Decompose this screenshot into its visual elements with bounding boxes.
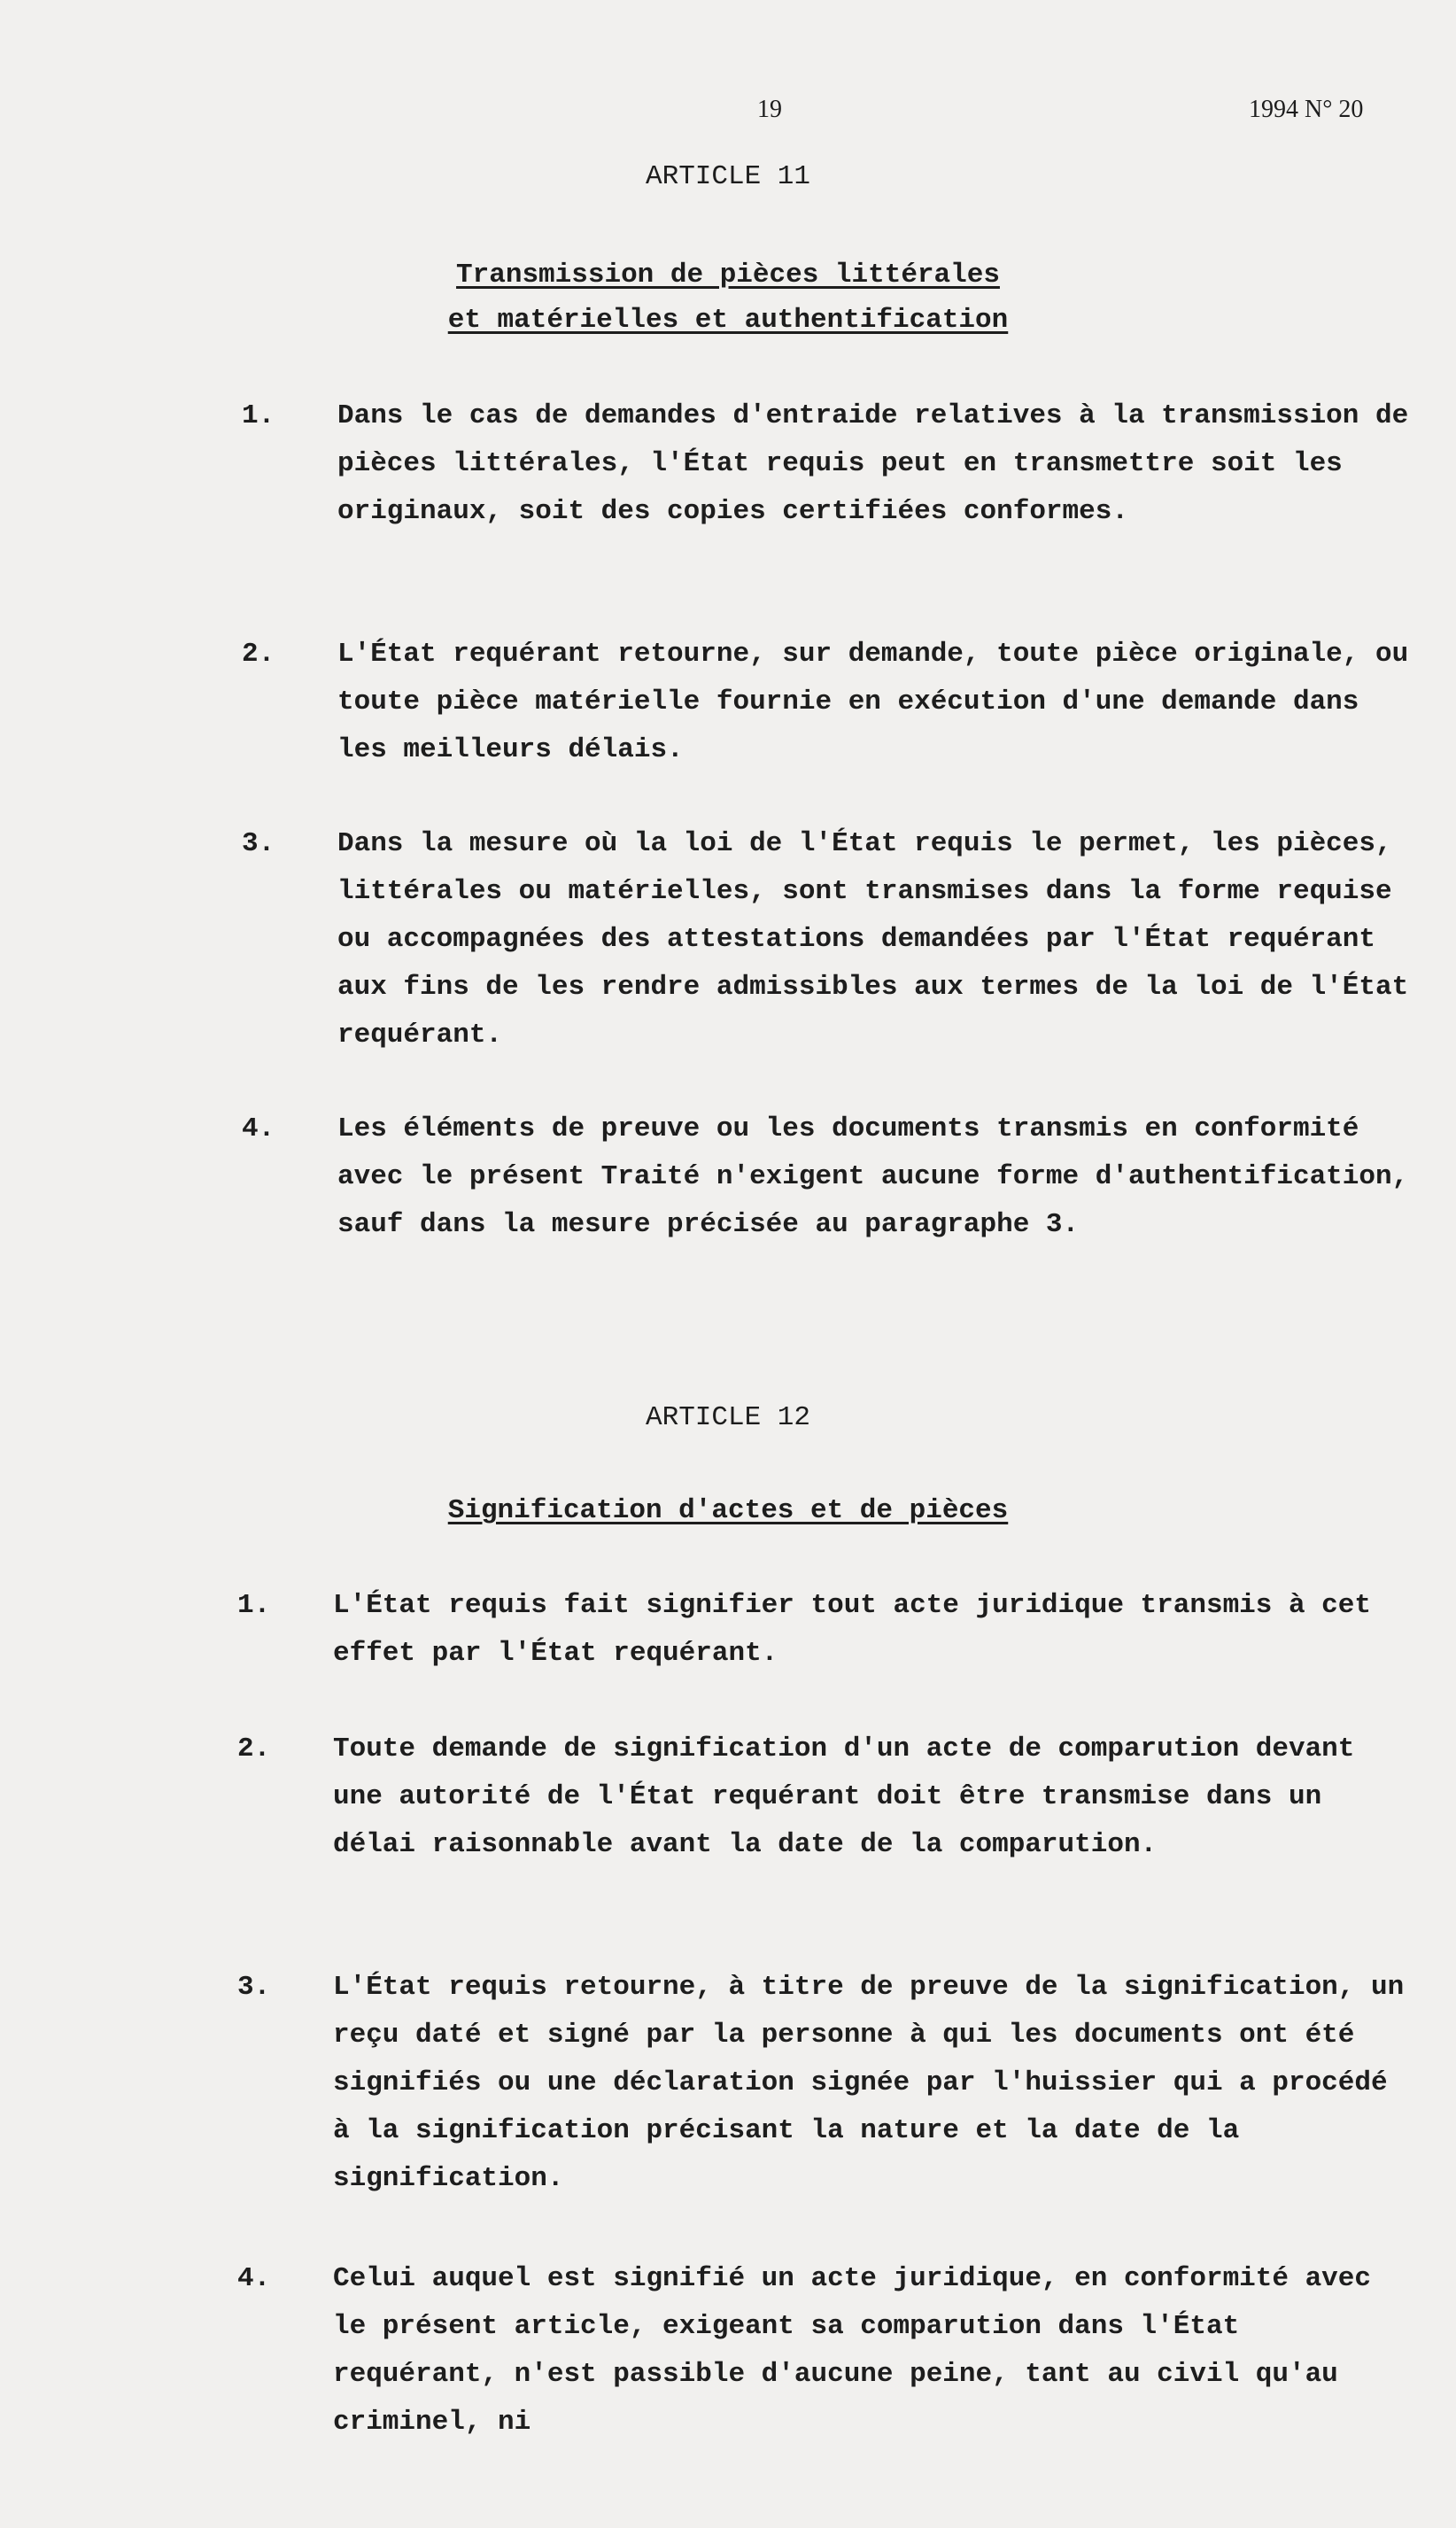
paragraph-text: Celui auquel est signifié un acte juridique, en conformité avec le présent article, exigeant sa comparution dans l'État requérant, n'est passible d'aucune peine, tant au civil qu'au criminel, ni	[333, 2263, 1371, 2438]
page-header	[0, 96, 1456, 131]
paragraph-text: Dans la mesure où la loi de l'État requis le permet, les pièces, littérales ou matérielles, sont transmises dans la forme requise ou accompagnées des attestations demandées par l'État requérant aux fins de les rendre admissibles aux termes de la loi de l'État requérant.	[337, 828, 1409, 1051]
paragraph-text: L'État requis retourne, à titre de preuve de la signification, un reçu daté et signé par la personne à qui les documents ont été signifiés ou une déclaration signée par l'huissier qui a procédé à la signification précisant la nature et la date de la signification.	[333, 1972, 1405, 2194]
paragraph-number: 2.	[242, 639, 275, 670]
article-11-title-line-1: Transmission de pièces littérales	[456, 260, 1000, 291]
article-11-heading: ARTICLE 11	[645, 161, 811, 192]
paragraph-number: 2.	[237, 1733, 271, 1764]
document-reference: 1994 N° 20	[1249, 96, 1364, 123]
paragraph-text: Toute demande de signification d'un acte de comparution devant une autorité de l'État requérant doit être transmise dans un délai raisonnable avant la date de la comparution.	[333, 1733, 1355, 1860]
paragraph-number: 3.	[237, 1972, 271, 2003]
article-12-heading: ARTICLE 12	[645, 1402, 811, 1433]
paragraph-text: L'État requérant retourne, sur demande, toute pièce originale, ou toute pièce matérielle fournie en exécution d'une demande dans les meilleurs délais.	[337, 639, 1409, 765]
paragraph-number: 3.	[242, 828, 275, 859]
paragraph-text: Dans le cas de demandes d'entraide relatives à la transmission de pièces littérales, l'État requis peut en transmettre soit les originaux, soit des copies certifiées conformes.	[337, 400, 1409, 527]
paragraph-number: 4.	[237, 2263, 271, 2294]
paragraph-text: Les éléments de preuve ou les documents transmis en conformité avec le présent Traité n'exigent aucune forme d'authentification, sauf dans la mesure précisée au paragraphe 3.	[337, 1113, 1409, 1240]
article-12-title: Signification d'actes et de pièces	[447, 1495, 1009, 1526]
paragraph-number: 1.	[242, 400, 275, 431]
article-11-title-line-2: et matérielles et authentification	[447, 305, 1009, 336]
page-number: 19	[757, 96, 782, 123]
paragraph-text: L'État requis fait signifier tout acte juridique transmis à cet effet par l'État requérant.	[333, 1590, 1371, 1669]
paragraph-number: 4.	[242, 1113, 275, 1144]
paragraph-number: 1.	[237, 1590, 271, 1621]
